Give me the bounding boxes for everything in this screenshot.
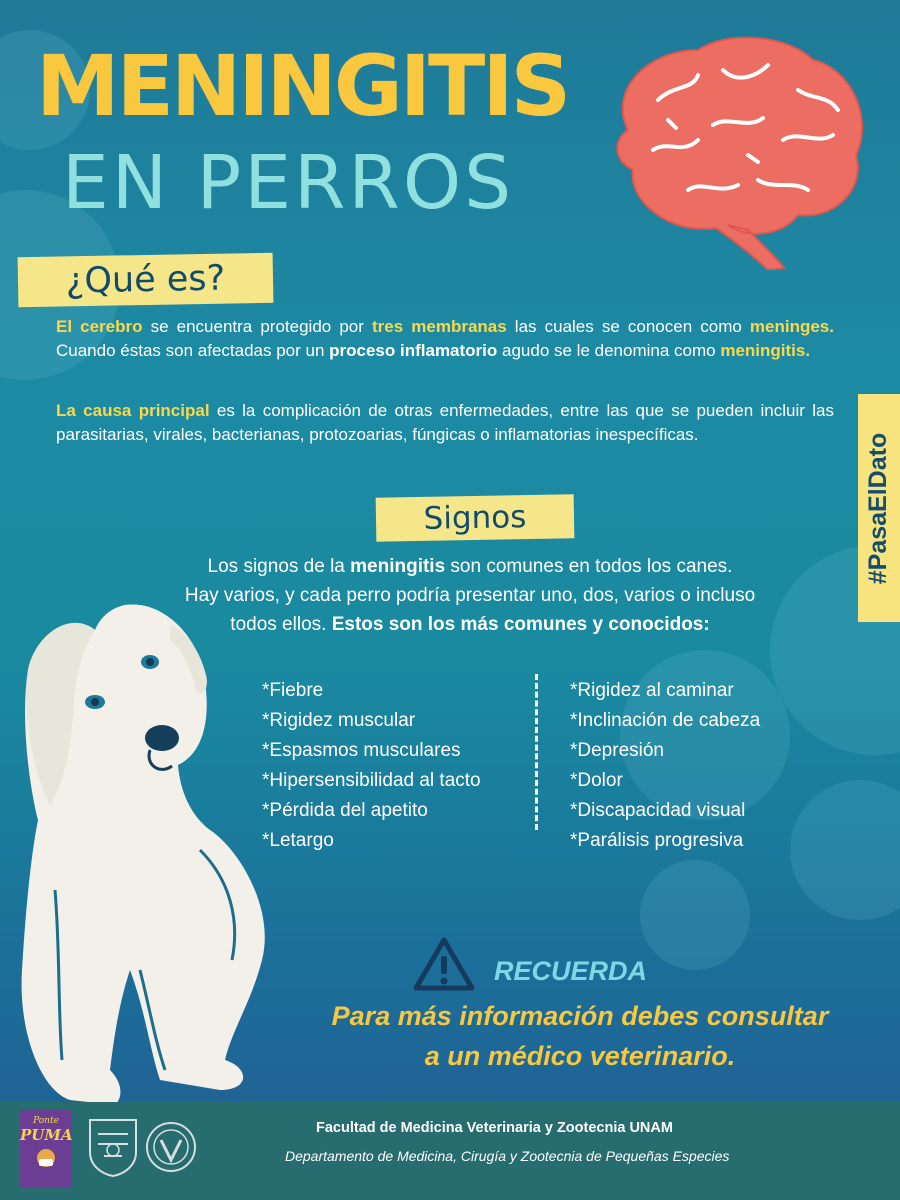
fmvz-seal xyxy=(144,1116,198,1178)
sign-item: *Pérdida del apetito xyxy=(262,800,428,821)
section-signos-label: Signos xyxy=(376,494,575,541)
puma-logo xyxy=(20,1110,72,1188)
reminder-line-1: Para más información debes consultar xyxy=(331,1001,829,1031)
keyword-membranas: tres membranas xyxy=(371,317,507,336)
text-segment: Cuando éstas son afectadas por un xyxy=(56,341,330,360)
puma-logo-top: Ponte xyxy=(33,1116,59,1126)
decor-bubble xyxy=(640,860,750,970)
text-segment: es la complicación de otras enfermedades, entre las que se pueden incluir las parasitarias, virales, bacterianas, protozoarias, fúngicas o inflamatorias inespecíficas. xyxy=(56,401,834,444)
sign-item: *Discapacidad visual xyxy=(570,800,746,821)
text-segment: Los signos de la xyxy=(207,556,351,577)
footer-institution: Facultad de Medicina Veterinaria y Zootecnia UNAM xyxy=(316,1120,673,1136)
hashtag-badge xyxy=(858,394,900,622)
reminder-title: RECUERDA xyxy=(494,956,648,986)
text-segment: agudo se le denomina como xyxy=(497,341,721,360)
sign-item: *Hipersensibilidad al tacto xyxy=(262,770,481,791)
dog-illustration xyxy=(0,590,290,1110)
reminder-text xyxy=(280,996,880,1076)
keyword-proceso-inflamatorio: proceso inflamatorio xyxy=(329,341,498,360)
sign-item: *Parálisis progresiva xyxy=(570,830,744,851)
hashtag-text: #PasaElDato xyxy=(864,432,893,584)
puma-logo-main: PUMA xyxy=(20,1126,73,1144)
list-divider xyxy=(535,674,538,830)
sign-item: *Espasmos musculares xyxy=(262,740,461,761)
text-emphasis: Estos son los más comunes y conocidos: xyxy=(331,614,710,635)
text-segment: se encuentra protegido por xyxy=(142,317,372,336)
text-segment: las cuales se conocen como xyxy=(506,317,750,336)
keyword-cerebro: El cerebro xyxy=(56,317,143,336)
footer-department: Departamento de Medicina, Cirugía y Zootecnia de Pequeñas Especies xyxy=(285,1148,730,1164)
sign-item: *Depresión xyxy=(570,740,664,761)
keyword-causa-principal: La causa principal xyxy=(56,401,210,420)
section-que-label: ¿Qué es? xyxy=(18,253,274,307)
warning-icon xyxy=(412,936,476,992)
text-segment: Hay varios, y cada perro podría presentar uno, dos, varios o incluso todos ellos. xyxy=(184,585,756,635)
unam-seal xyxy=(86,1116,140,1178)
sign-item: *Rigidez muscular xyxy=(262,710,416,731)
signs-list-left xyxy=(262,676,481,856)
sign-item: *Letargo xyxy=(262,830,334,851)
decor-bubble xyxy=(790,780,900,920)
text-segment: son comunes en todos los canes. xyxy=(445,556,733,577)
sign-item: *Inclinación de cabeza xyxy=(570,710,761,731)
signs-list-right xyxy=(570,676,760,856)
puma-mask-icon xyxy=(33,1148,59,1170)
paragraph-cause xyxy=(56,399,834,447)
title-sub: EN PERROS xyxy=(62,140,515,226)
sign-item: *Rigidez al caminar xyxy=(570,680,734,701)
title-main: MENINGITIS xyxy=(36,37,569,135)
brain-illustration xyxy=(598,30,868,270)
keyword-meningitis: meningitis xyxy=(350,556,446,577)
sign-item: *Fiebre xyxy=(262,680,324,701)
keyword-meninges: meninges. xyxy=(749,317,834,336)
footer xyxy=(0,1102,900,1200)
sign-item: *Dolor xyxy=(570,770,623,791)
reminder-line-2: a un médico veterinario. xyxy=(424,1041,736,1071)
keyword-meningitis: meningitis. xyxy=(720,341,811,360)
paragraph-definition xyxy=(56,315,834,363)
